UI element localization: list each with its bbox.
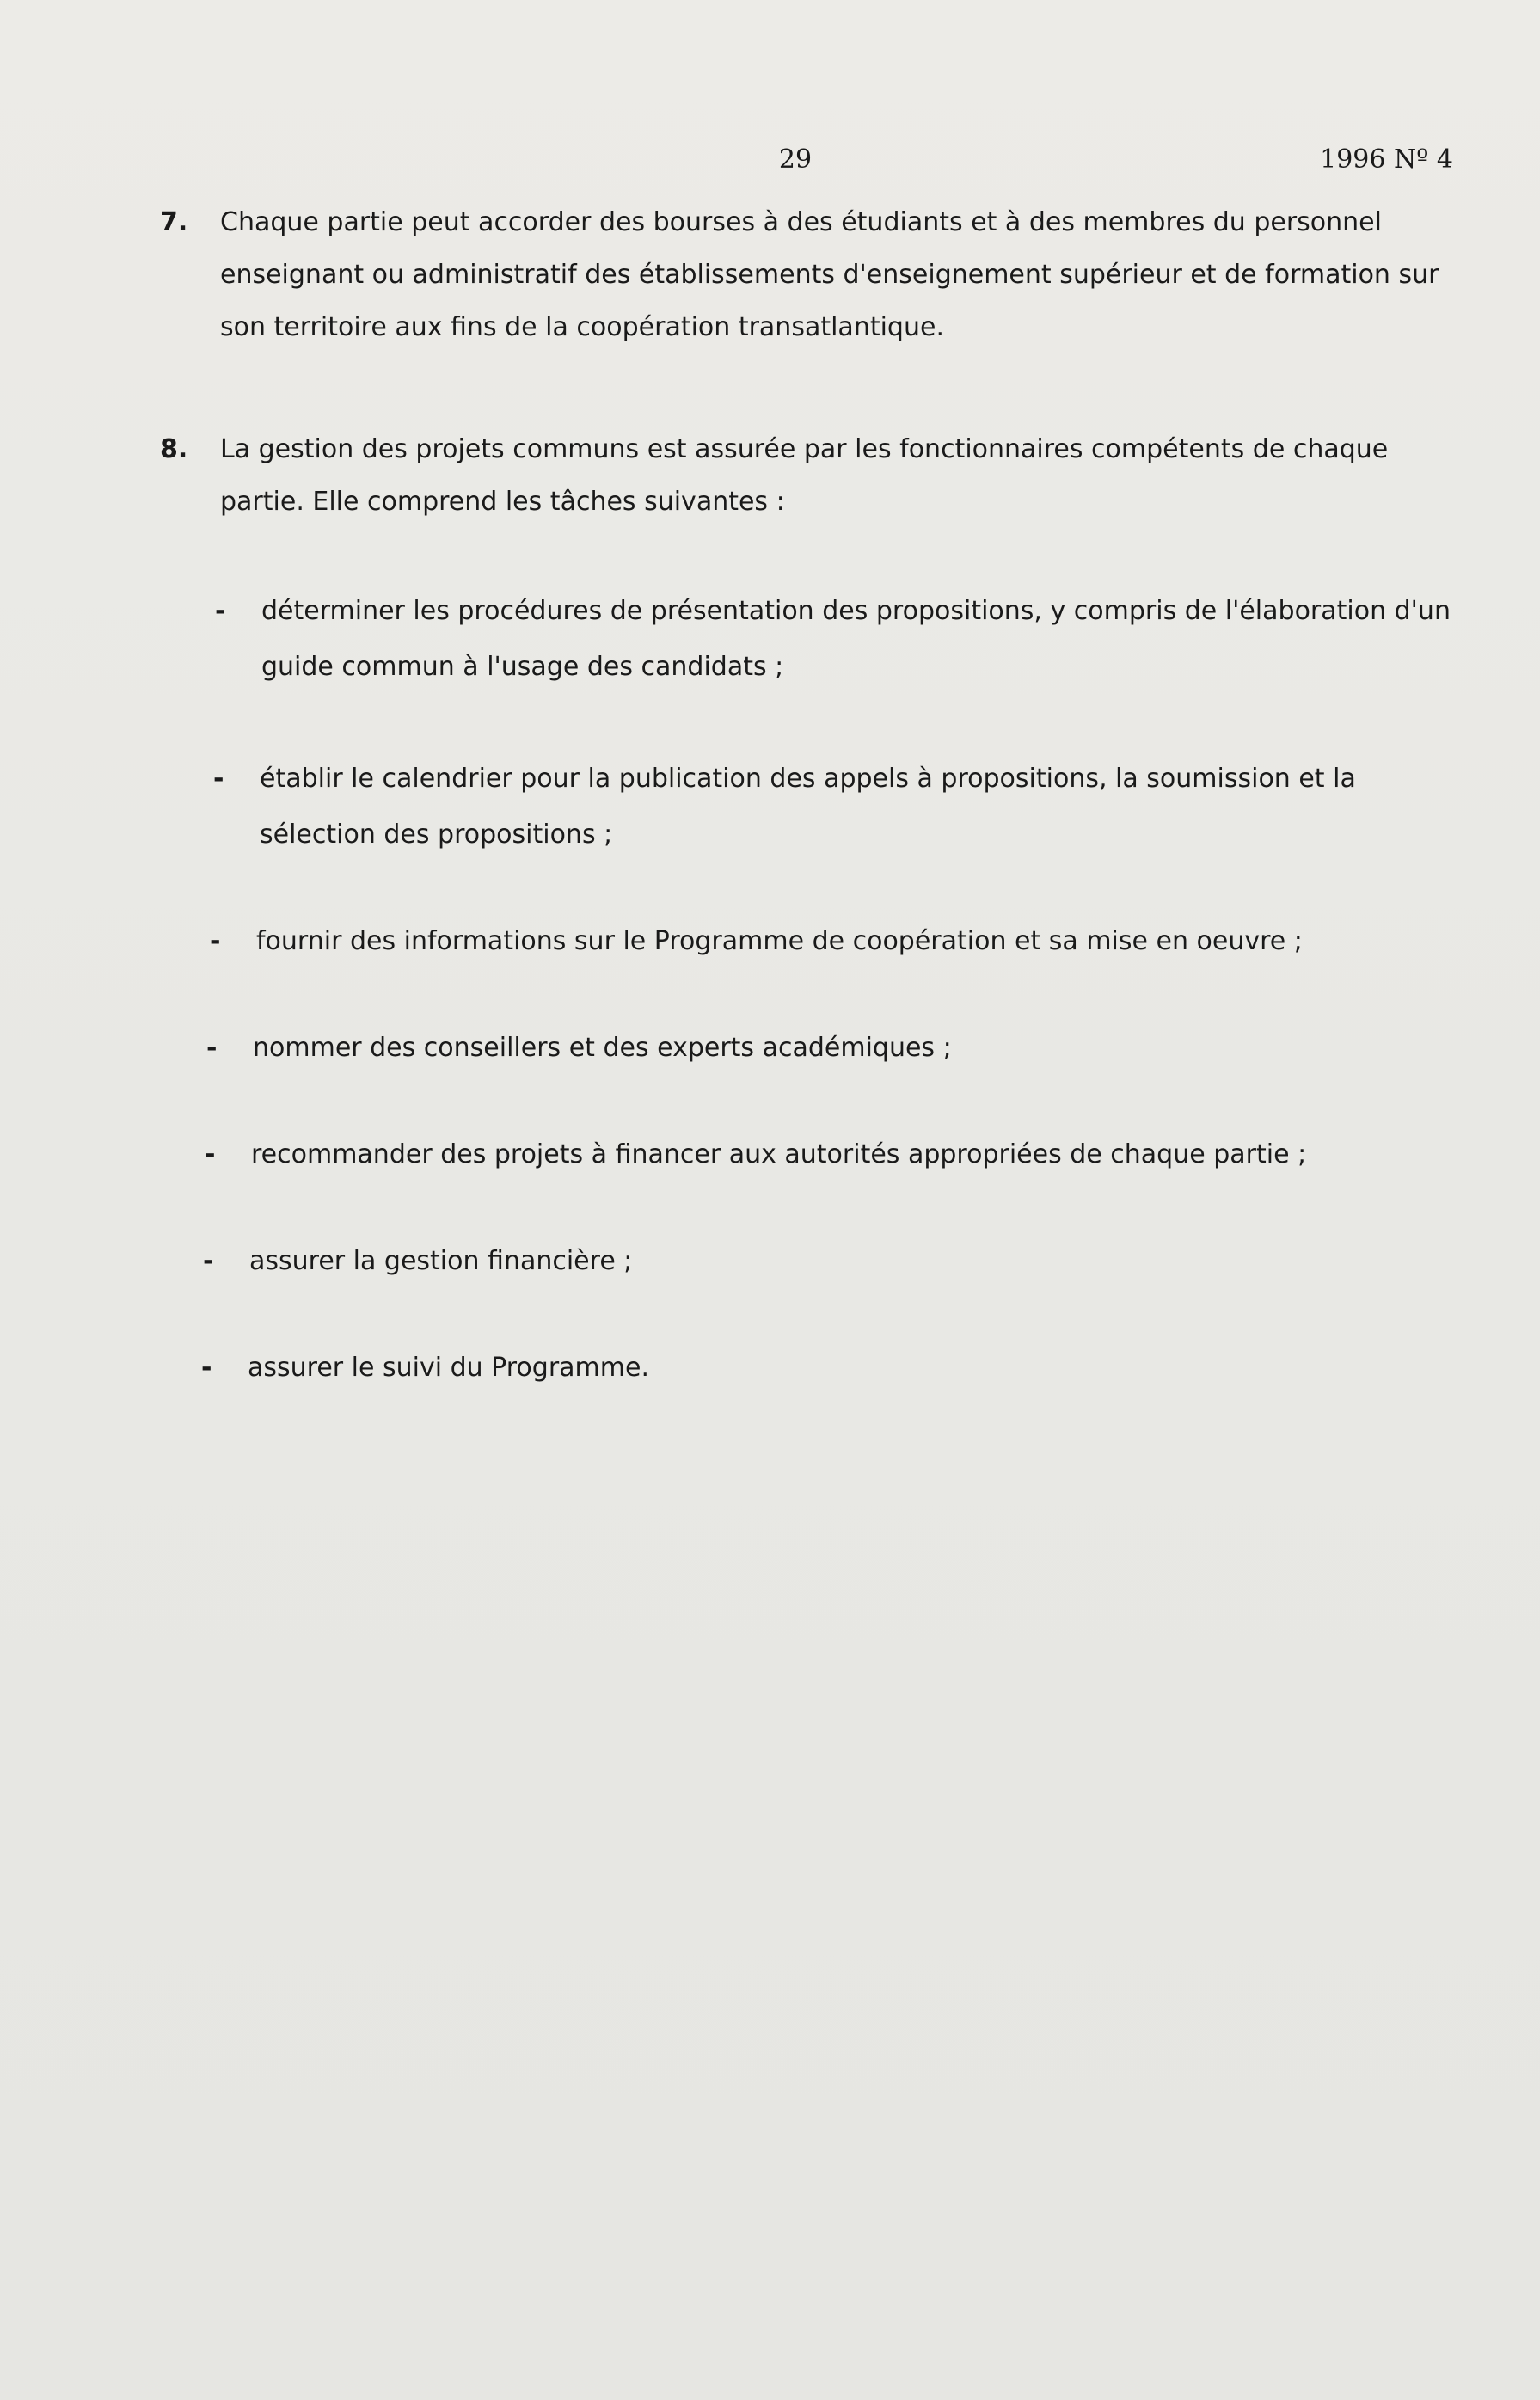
list-item-text: assurer la gestion financière ; [249,1246,633,1276]
bullet-dash: - [206,1033,218,1063]
list-item [203,1233,1493,1289]
document-reference: 1996 Nº 4 [1320,144,1453,175]
list-item-text: recommander des projets à financer aux autorités appropriées de chaque partie ; [251,1139,1307,1169]
list-item [213,751,1453,862]
bullet-dash: - [210,926,221,956]
list-item-text: établir le calendrier pour la publication des appels à propositions, la soumission et la sélection des propositions ; [260,764,1356,850]
paragraph-8 [155,423,1462,528]
list-item-text: nommer des conseillers et des experts académiques ; [253,1033,952,1063]
paragraph-text: Chaque partie peut accorder des bourses à des étudiants et à des membres du personnel enseignant ou administratif des établissements d'enseignement supérieur et de formation sur son territoire aux fins de la coopération transatlantique. [220,207,1439,342]
paragraph-7 [155,196,1462,353]
page-number: 29 [778,144,813,175]
list-item [210,913,1500,969]
paragraph-number: 7. [160,207,188,237]
bullet-dash: - [205,1139,216,1169]
list-item-text: déterminer les procédures de présentation des propositions, y compris de l'élaboration d'un guide commun à l'usage des candidats ; [261,596,1451,682]
list-item-text: assurer le suivi du Programme. [248,1353,649,1383]
bullet-dash: - [215,596,226,626]
paragraph-number: 8. [160,434,188,464]
bullet-dash: - [213,764,224,794]
list-item [206,1020,1496,1076]
list-item [205,1126,1494,1182]
list-item [201,1340,1491,1396]
list-item-text: fournir des informations sur le Programme de coopération et sa mise en oeuvre ; [256,926,1303,956]
paragraph-text: La gestion des projets communs est assurée par les fonctionnaires compétents de chaque partie. Elle comprend les tâches suivantes : [220,434,1389,517]
list-item [215,583,1453,695]
bullet-dash: - [201,1353,212,1383]
bullet-dash: - [203,1246,214,1276]
